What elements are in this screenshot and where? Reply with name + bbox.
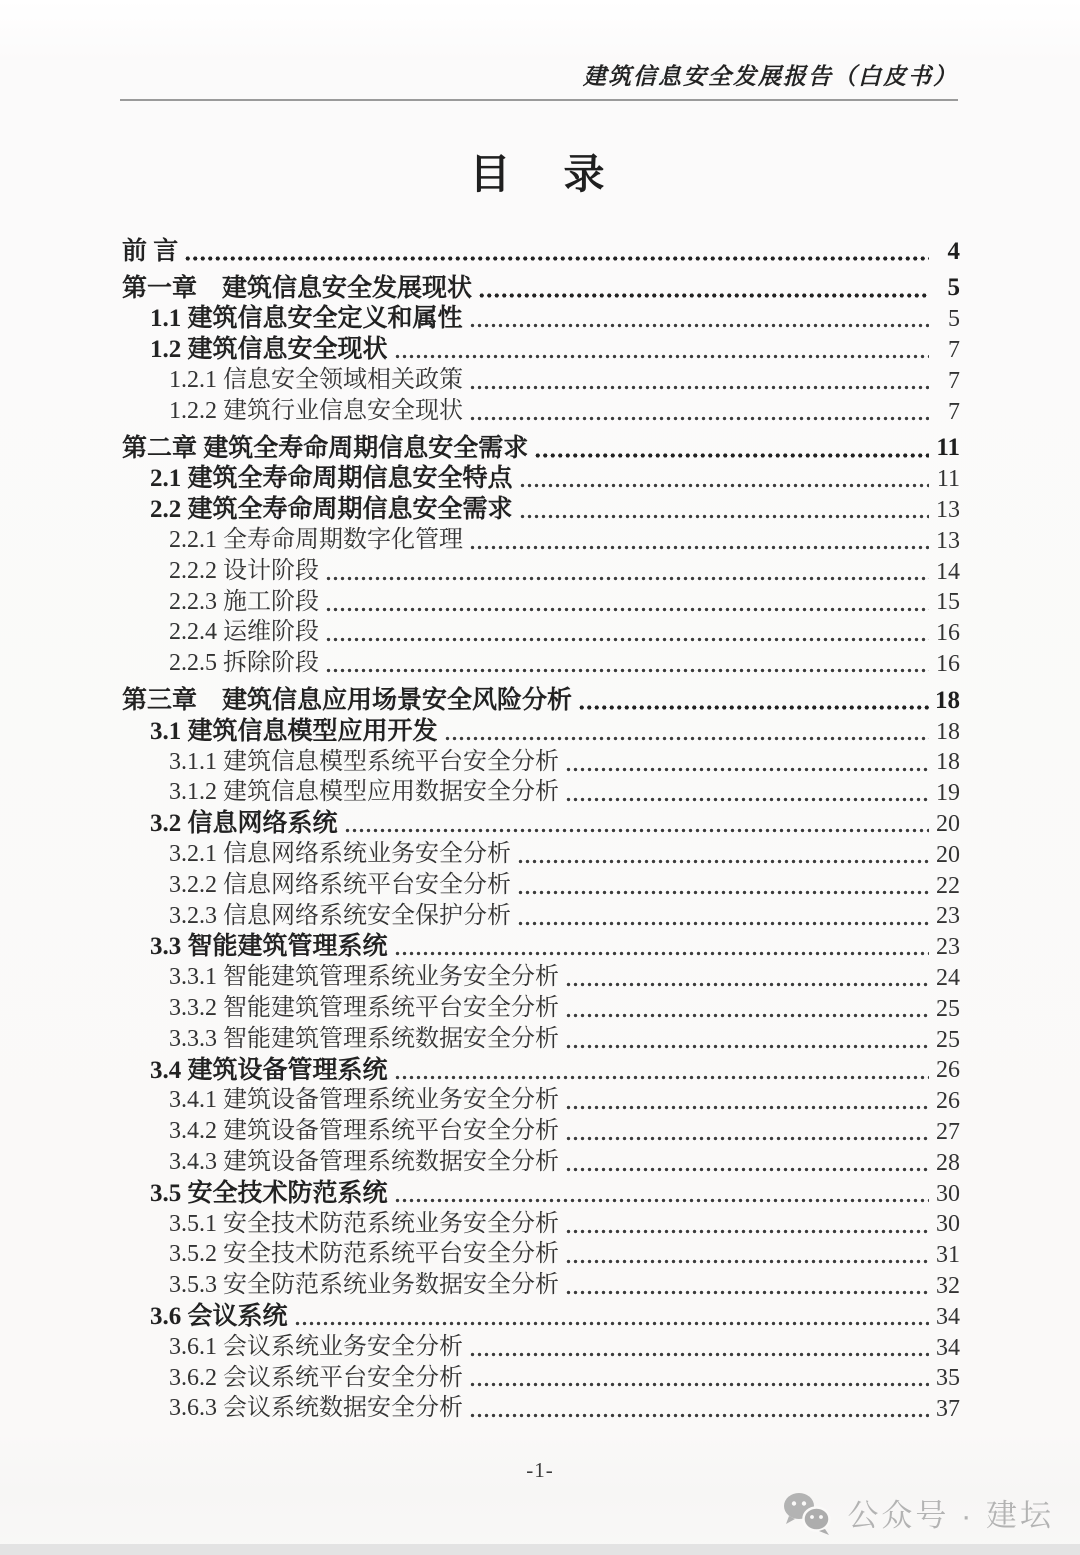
toc-entry-page: 19 (936, 780, 960, 807)
toc-dot-leader (565, 1290, 929, 1295)
toc-entry-page: 20 (936, 810, 960, 837)
toc-dot-leader (565, 1229, 929, 1234)
toc-entry (122, 1207, 960, 1238)
toc-entry-label: 1.1 建筑信息安全定义和属性 (150, 305, 463, 333)
toc-entry-label: 3.6.3 会议系统数据安全分析 (169, 1395, 463, 1422)
toc-entry (122, 1176, 960, 1207)
toc-entry-page: 28 (936, 1149, 960, 1176)
toc-dot-leader (325, 607, 929, 612)
toc-dot-leader (325, 576, 929, 581)
toc-entry (122, 1299, 960, 1330)
toc-entry (122, 646, 960, 677)
toc-dot-leader (565, 1259, 929, 1264)
toc-entry-label: 第三章 建筑信息应用场景安全风险分析 (122, 686, 573, 714)
toc-entry-page: 11 (936, 434, 960, 462)
toc-entry (122, 868, 960, 899)
header-rule (120, 99, 958, 101)
toc-dot-leader (565, 1136, 929, 1141)
toc-entry-page: 22 (936, 872, 960, 899)
toc-entry-page: 25 (936, 995, 960, 1022)
toc-entry (122, 683, 960, 714)
toc-entry-page: 5 (947, 274, 960, 302)
toc-entry-label: 2.2.1 全寿命周期数字化管理 (169, 527, 463, 554)
toc-entry-page: 18 (936, 718, 960, 745)
toc-entry-label: 3.5.2 安全技术防范系统平台安全分析 (169, 1241, 559, 1268)
toc-entry-page: 11 (936, 466, 960, 493)
toc-entry-page: 15 (936, 589, 960, 616)
toc-dot-leader (565, 982, 929, 987)
toc-entry-page: 30 (936, 1180, 960, 1207)
toc-dot-leader (469, 385, 929, 390)
toc-dot-leader (469, 416, 929, 421)
toc-entry-label: 3.4 建筑设备管理系统 (150, 1056, 388, 1084)
toc-entry-label: 第二章 建筑全寿命周期信息安全需求 (122, 434, 529, 462)
toc-entry (122, 1084, 960, 1115)
toc-entry (122, 776, 960, 807)
toc-entry-page: 23 (936, 934, 960, 961)
toc-entry (122, 1053, 960, 1084)
toc-dot-leader (394, 951, 929, 956)
toc-entry-page: 23 (936, 903, 960, 930)
toc-entry-page: 7 (948, 398, 960, 425)
toc-entry-label: 3.4.3 建筑设备管理系统数据安全分析 (169, 1149, 559, 1175)
photo-edge-strip (0, 1544, 1080, 1555)
toc-dot-leader (469, 1352, 929, 1357)
toc-entry (122, 271, 960, 302)
toc-entry-page: 32 (936, 1272, 960, 1299)
page-header (0, 0, 1080, 99)
toc-entry-page: 4 (947, 237, 960, 265)
toc-entry-page: 37 (936, 1396, 960, 1423)
toc-entry-label: 3.2.2 信息网络系统平台安全分析 (169, 871, 511, 898)
toc-dot-leader (469, 545, 929, 550)
toc-entry (122, 1238, 960, 1269)
document-title: 建筑信息安全发展报告（白皮书） (583, 64, 958, 89)
toc-entry (122, 363, 960, 394)
page-number: -1- (526, 1458, 554, 1482)
toc-entry-label: 1.2 建筑信息安全现状 (150, 336, 388, 364)
toc-entry-label: 3.6.1 会议系统业务安全分析 (169, 1333, 463, 1360)
toc-entry-page: 20 (936, 841, 960, 868)
toc-entry-label: 3.2 信息网络系统 (150, 810, 338, 838)
toc-entry-page: 18 (935, 686, 960, 714)
toc-title: 目 录 (469, 151, 611, 197)
toc-dot-leader (469, 323, 929, 328)
toc-entry-label: 3.5.3 安全防范系统业务数据安全分析 (169, 1272, 559, 1299)
toc-entry-label: 1.2.2 建筑行业信息安全现状 (169, 397, 463, 424)
toc-dot-leader (519, 514, 929, 519)
toc-dot-leader (469, 1413, 929, 1418)
toc-entry (122, 1145, 960, 1176)
toc-entry (122, 302, 960, 333)
toc-entry-label: 前 言 (122, 237, 179, 265)
toc-entry-label: 3.1.2 建筑信息模型应用数据安全分析 (169, 779, 559, 806)
toc-entry (122, 585, 960, 616)
toc-dot-leader (534, 453, 929, 458)
toc-entry-label: 3.1.1 建筑信息模型系统平台安全分析 (169, 748, 559, 775)
toc-dot-leader (565, 797, 929, 802)
toc-entry (122, 991, 960, 1022)
toc-entry-label: 3.1 建筑信息模型应用开发 (150, 717, 438, 745)
toc-entry-label: 2.2.4 运维阶段 (169, 619, 319, 646)
toc-entry-label: 3.3.2 智能建筑管理系统平台安全分析 (169, 995, 559, 1022)
toc-entry (122, 492, 960, 523)
toc-entry-label: 3.3.1 智能建筑管理系统业务安全分析 (169, 964, 559, 991)
toc-dot-leader (394, 1075, 929, 1080)
toc-entry (122, 899, 960, 930)
toc-entry-page: 13 (936, 527, 960, 554)
toc-entry (122, 523, 960, 554)
toc-entry-label: 3.2.3 信息网络系统安全保护分析 (169, 902, 511, 929)
toc-entry-label: 3.3 智能建筑管理系统 (150, 933, 388, 961)
toc-entry-label: 2.2.3 施工阶段 (169, 588, 319, 615)
watermark (781, 1490, 1054, 1535)
toc-entry (122, 462, 960, 493)
toc-entry (122, 745, 960, 776)
toc-entry-label: 3.6.2 会议系统平台安全分析 (169, 1364, 463, 1391)
toc-entry (122, 1330, 960, 1361)
toc-dot-leader (565, 1013, 929, 1018)
toc-entry-page: 16 (936, 620, 960, 647)
toc-entry-page: 26 (936, 1057, 960, 1084)
toc-entry-page: 30 (936, 1211, 960, 1238)
toc-dot-leader (517, 890, 929, 895)
toc-dot-leader (578, 705, 929, 710)
toc-dot-leader (444, 736, 929, 741)
wechat-icon (781, 1491, 835, 1535)
toc-entry (122, 616, 960, 647)
toc-dot-leader (325, 637, 929, 642)
toc-dot-leader (294, 1321, 929, 1326)
toc-entry (122, 234, 960, 265)
toc-dot-leader (184, 256, 929, 261)
toc-entry (122, 837, 960, 868)
toc-entry (122, 1268, 960, 1299)
toc-entry-page: 7 (948, 367, 960, 394)
toc-entry-label: 3.2.1 信息网络系统业务安全分析 (169, 841, 511, 868)
toc-dot-leader (394, 1198, 929, 1203)
toc-entry-page: 24 (936, 964, 960, 991)
toc-dot-leader (469, 1382, 929, 1387)
toc-entry-page: 18 (936, 749, 960, 776)
toc-entry-page: 26 (936, 1088, 960, 1115)
toc-entry-page: 7 (948, 337, 960, 363)
toc-entry (122, 714, 960, 745)
toc-entry-label: 3.3.3 智能建筑管理系统数据安全分析 (169, 1025, 559, 1052)
watermark-label: 公众号 · 建坛 (847, 1498, 1054, 1533)
toc-dot-leader (517, 859, 929, 864)
toc-entry-label: 3.5 安全技术防范系统 (150, 1179, 388, 1207)
toc-entry-label: 第一章 建筑信息安全发展现状 (122, 274, 473, 302)
toc-dot-leader (325, 668, 929, 673)
toc-entry (122, 332, 960, 363)
toc-entry (122, 431, 960, 462)
toc-entry (122, 1114, 960, 1145)
toc-dot-leader (478, 293, 929, 298)
toc-entry-label: 3.6 会议系统 (150, 1302, 288, 1330)
toc-entry-label: 2.1 建筑全寿命周期信息安全特点 (150, 465, 513, 493)
toc-entry (122, 1022, 960, 1053)
toc-dot-leader (519, 483, 929, 488)
toc-entry (122, 394, 960, 425)
toc-dot-leader (565, 767, 929, 772)
toc-entry-label: 2.2 建筑全寿命周期信息安全需求 (150, 496, 513, 524)
toc-list (122, 234, 960, 1422)
toc-entry (122, 1391, 960, 1422)
toc-entry-label: 3.4.1 建筑设备管理系统业务安全分析 (169, 1087, 559, 1114)
toc-dot-leader (517, 921, 929, 926)
toc-entry-page: 27 (936, 1118, 960, 1145)
toc-entry (122, 960, 960, 991)
toc-entry-page: 35 (936, 1365, 960, 1392)
toc-entry-page: 31 (936, 1242, 960, 1269)
toc-dot-leader (565, 1105, 929, 1110)
toc-dot-leader (344, 828, 929, 833)
toc-entry-page: 14 (936, 558, 960, 585)
toc-entry (122, 806, 960, 837)
toc-entry-page: 13 (936, 496, 960, 523)
toc-entry-label: 1.2.1 信息安全领域相关政策 (169, 367, 463, 394)
toc-entry (122, 930, 960, 961)
toc-entry-page: 5 (948, 306, 960, 333)
toc-entry-page: 16 (936, 650, 960, 677)
toc-entry-label: 3.5.1 安全技术防范系统业务安全分析 (169, 1210, 559, 1237)
toc-entry (122, 1361, 960, 1392)
toc-entry-label: 2.2.5 拆除阶段 (169, 650, 319, 677)
toc-dot-leader (565, 1044, 929, 1049)
toc-entry (122, 554, 960, 585)
toc-entry-label: 3.4.2 建筑设备管理系统平台安全分析 (169, 1118, 559, 1145)
toc-dot-leader (565, 1167, 929, 1172)
toc-dot-leader (394, 354, 929, 359)
toc-entry-page: 34 (936, 1334, 960, 1361)
toc-entry-page: 34 (936, 1303, 960, 1330)
toc-entry-page: 25 (936, 1026, 960, 1053)
toc-entry-label: 2.2.2 设计阶段 (169, 557, 319, 584)
